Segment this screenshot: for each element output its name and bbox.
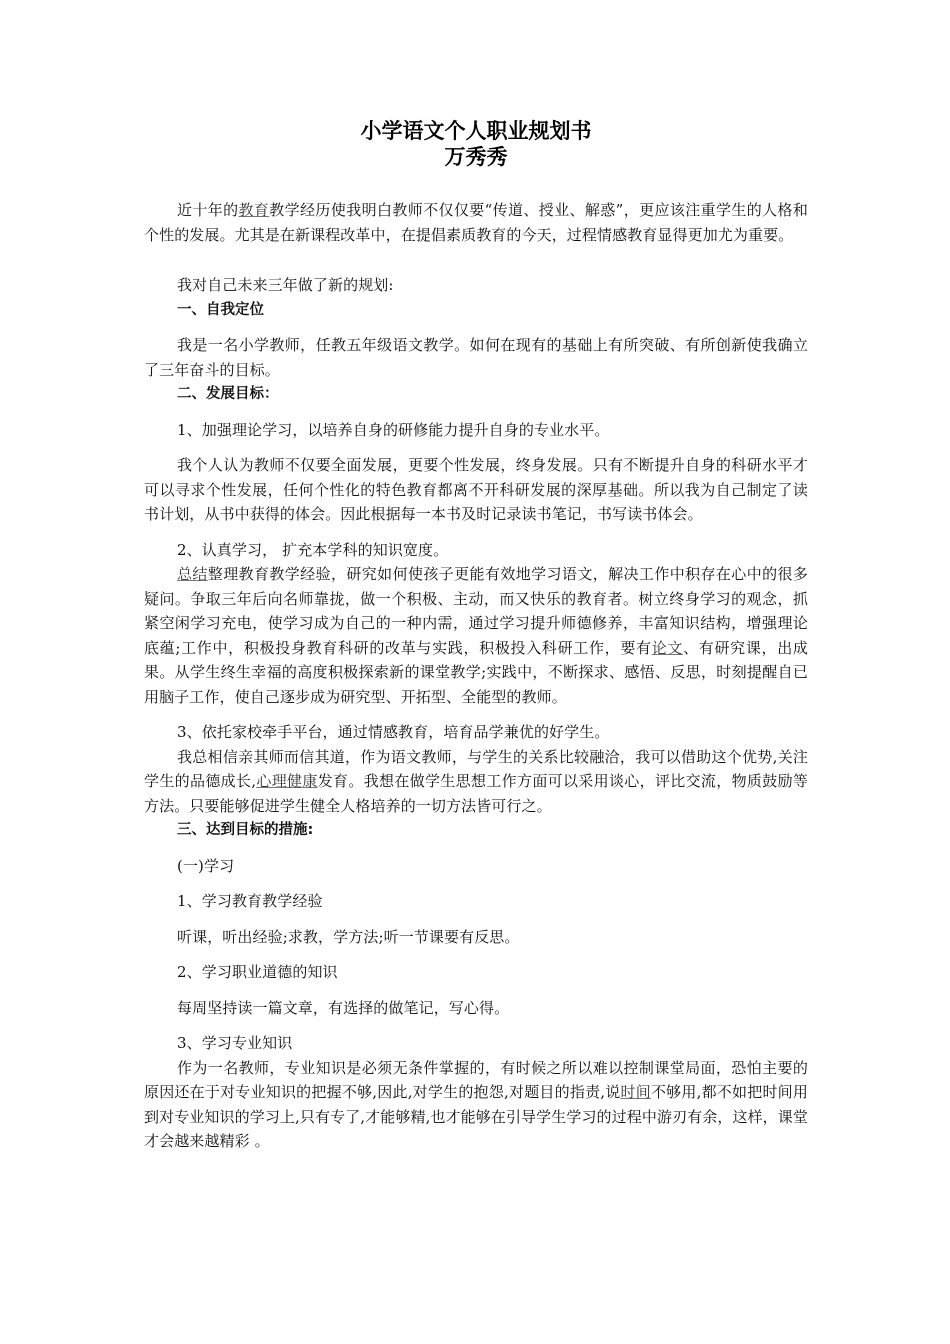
title-block bbox=[144, 118, 808, 170]
study-item-3-body bbox=[144, 1056, 808, 1154]
document-title: 小学语文个人职业规划书 bbox=[360, 119, 592, 143]
goal-1-body: 我个人认为教师不仅要全面发展，更要个性发展，终身发展。只有不断提升自身的科研水平才可以寻求个性发展，任何个性化的特色教育都离不开科研发展的深厚基础。所以我为自己制定了读书计划，从书中获得的体会。因此根据每一本书及时记录读书笔记，书写读书体会。 bbox=[144, 456, 808, 523]
intro-paragraph bbox=[144, 198, 808, 247]
document-page bbox=[144, 118, 808, 1154]
document-author: 万秀秀 bbox=[444, 145, 508, 169]
study-heading: (一)学习 bbox=[177, 856, 235, 875]
intro-pre: 近十年的 bbox=[177, 201, 239, 219]
heading-development-goals: 二、发展目标： bbox=[177, 386, 279, 402]
goal-3: 3、依托家校牵手平台，通过情感教育，培育品学兼优的好学生。 bbox=[177, 723, 610, 741]
goal-3-body-part1: 我总相信亲其师而信其道，作为语文教师，与学生的关系比较融洽，我可以借助这个优势,关注学生的品德成长, bbox=[144, 747, 808, 790]
study-item-3: 3、学习专业知识 bbox=[177, 1034, 293, 1052]
link-education[interactable]: 教育 bbox=[238, 201, 270, 219]
link-time[interactable]: 时间 bbox=[620, 1083, 651, 1101]
heading-measures: 三、达到目标的措施: bbox=[177, 822, 314, 838]
goal-2-body-part1: 整理教育教学经验，研究如何使孩子更能有效地学习语文，解决工作中积存在心中的很多疑问。争取三年后向名师靠拢，做一个积极、主动，而又快乐的教育者。树立终身学习的观念，抓紧空闲学习充电，使学习成为自己的一种内需，通过学习提升师德修养，丰富知识结构，增强理论底蕴;工作中，积极投身教育科研的改革与实践，积极投入科研工作，要有 bbox=[144, 565, 808, 657]
study-item-2-body: 每周坚持读一篇文章，有选择的做笔记，写心得。 bbox=[177, 998, 510, 1017]
study-item-3-body-part1: 作为一名教师，专业知识是必须无条件掌握的，有时候之所以难以控制课堂局面，恐怕主要的原因还在于对专业知识的把握不够,因此,对学生的抱怨,对题目的指责,说 bbox=[144, 1058, 808, 1101]
study-item-2: 2、学习职业道德的知识 bbox=[177, 963, 338, 981]
study-item-1-body: 听课，听出经验;求教，学方法;听一节课要有反思。 bbox=[177, 927, 520, 946]
goal-3-body-part2: 发育。我想在做学生思想工作方面可以采用谈心，评比交流，物质鼓励等方法。只要能够促进学生健全人格培养的一切方法皆可行之。 bbox=[144, 772, 808, 815]
link-summary[interactable]: 总结 bbox=[177, 565, 208, 583]
goal-2-body bbox=[144, 562, 808, 709]
plan-intro: 我对自己未来三年做了新的规划: bbox=[177, 276, 394, 294]
heading-self-position: 一、自我定位 bbox=[177, 301, 264, 318]
study-item-1: 1、学习教育教学经验 bbox=[177, 892, 323, 910]
goal-1: 1、加强理论学习，以培养自身的研修能力提升自身的专业水平。 bbox=[177, 420, 610, 439]
goal-3-body bbox=[144, 745, 808, 819]
link-mental-health[interactable]: 心理健康 bbox=[256, 772, 318, 790]
goal-2-body-part2: 、有研究课，出成果。从学生终生幸福的高度积极探索新的课堂教学;实践中，不断探求、感悟、反思，时刻提醒自已用脑子工作，使自己逐步成为研究型、开拓型、全能型的教师。 bbox=[144, 638, 808, 706]
link-thesis[interactable]: 论文 bbox=[651, 638, 684, 657]
study-item-3-body-part2: 不够用,都不如把时间用到对专业知识的学习上,只有专了,才能够精,也才能够在引导学生学习的过程中游刃有余，这样，课堂才会越来越精彩 。 bbox=[144, 1083, 808, 1150]
intro-post: 教学经历使我明白教师不仅仅要“传道、授业、解惑”，更应该注重学生的人格和个性的发展。尤其是在新课程改革中，在提倡素质教育的今天，过程情感教育显得更加尤为重要。 bbox=[144, 201, 809, 244]
self-position-paragraph: 我是一名小学教师，任教五年级语文教学。如何在现有的基础上有所突破、有所创新使我确立了三年奋斗的目标。 bbox=[144, 336, 808, 379]
goal-2: 2、认真学习， 扩充本学科的知识宽度。 bbox=[177, 540, 449, 559]
